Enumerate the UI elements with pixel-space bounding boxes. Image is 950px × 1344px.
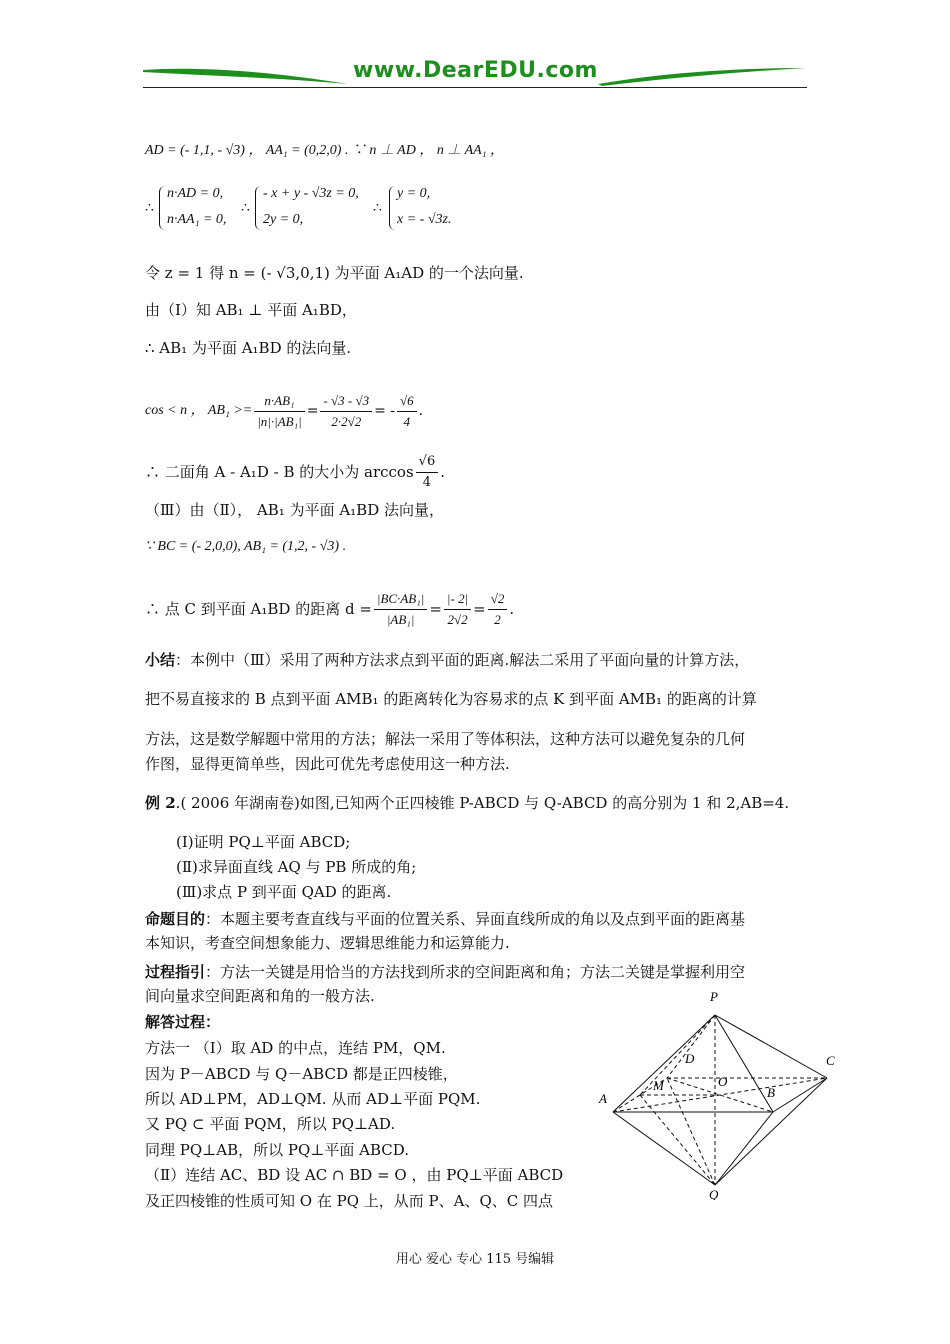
frac-denominator: 2·2√2 xyxy=(331,413,362,429)
summary-line-4: 作图，显得更简单些，因此可优先考虑使用这一种方法. xyxy=(145,755,510,773)
purpose-text: ：本题主要考查直线与平面的位置关系、异面直线所成的角以及点到平面的距离基 xyxy=(205,910,746,928)
normal-vector-line: 令 z = 1 得 n = (- √3,0,1) 为平面 A₁AD 的一个法向量. xyxy=(145,264,524,282)
period: . xyxy=(509,600,515,618)
cosine-line xyxy=(145,386,423,436)
brace-1 xyxy=(159,186,166,230)
equals-sign: = - xyxy=(374,403,396,419)
sys-b2: 2y = 0, xyxy=(263,212,304,227)
period: . xyxy=(440,463,445,481)
part3-line: （Ⅲ）由（Ⅱ）， AB₁ 为平面 A₁BD 法向量， xyxy=(145,501,444,519)
period: . xyxy=(418,403,424,419)
summary-label: 小结 xyxy=(145,651,176,669)
purpose-label: 命题目的 xyxy=(145,910,206,928)
bc-vector-line: ∵ BC = (- 2,0,0), AB₁ = (1,2, - √3) . xyxy=(145,539,347,554)
solution-line-5: 同理 PQ⊥AB，所以 PQ⊥平面 ABCD. xyxy=(145,1141,410,1159)
solution-line-4: 又 PQ ⊂ 平面 PQM，所以 PQ⊥AD. xyxy=(145,1115,396,1133)
sys-b1: - x + y - √3z = 0, xyxy=(263,186,359,201)
summary-line-2: 把不易直接求的 B 点到平面 AMB₁ 的距离转化为容易求的点 K 到平面 AMB₁ 的距离的计算 xyxy=(145,690,757,708)
header-swoosh-left xyxy=(143,64,353,88)
distance-frac-1 xyxy=(374,589,427,630)
distance-prefix: ∴ 点 C 到平面 A₁BD 的距离 d = xyxy=(145,600,372,618)
sys-a1: n·AD = 0, xyxy=(167,186,224,201)
frac-numerator: n·AB₁ xyxy=(254,391,304,412)
label-c: C xyxy=(826,1053,835,1068)
dihedral-line xyxy=(145,452,445,492)
normal-vector-conclusion: ∴ AB₁ 为平面 A₁BD 的法向量. xyxy=(145,339,352,357)
equals-sign: = xyxy=(473,600,486,618)
frac-numerator: √6 xyxy=(397,391,417,412)
distance-line xyxy=(145,582,514,636)
frac-denominator: 2√2 xyxy=(447,611,468,627)
guide-text: ：方法一关键是用恰当的方法找到所求的空间距离和角；方法二关键是掌握利用空 xyxy=(205,963,746,981)
page-footer: 用心 爱心 专心 115 号编辑 xyxy=(395,1252,555,1267)
equation-system xyxy=(145,186,475,232)
frac-numerator: √6 xyxy=(416,452,439,473)
brace-2 xyxy=(255,186,262,230)
guide-label: 过程指引 xyxy=(145,963,206,981)
sys-c2: x = - √3z. xyxy=(397,212,452,227)
label-m: M xyxy=(653,1078,664,1093)
question-3: (Ⅲ)求点 P 到平面 QAD 的距离. xyxy=(176,883,392,901)
equals-sign: = xyxy=(306,403,319,419)
page-header xyxy=(143,58,807,92)
cosine-frac-2 xyxy=(320,391,372,432)
label-q: Q xyxy=(709,1187,719,1200)
solution-line-7: 及正四棱锥的性质可知 O 在 PQ 上，从而 P、A、Q、C 四点 xyxy=(145,1192,553,1210)
sys-c1: y = 0, xyxy=(397,186,431,201)
sys-a2: n·AA₁ = 0, xyxy=(167,212,227,227)
vector-line: AD = (- 1,1, - √3) ， AA₁ = (0,2,0) . ∵ n ⊥ AD ， n ⊥ AA₁ ， xyxy=(145,143,505,158)
example-line xyxy=(145,793,789,813)
therefore-symbol: ∴ xyxy=(145,200,154,216)
therefore-symbol-2: ∴ xyxy=(241,200,250,216)
distance-frac-3 xyxy=(488,589,508,630)
cosine-frac-3 xyxy=(397,391,417,432)
solution-line-2: 因为 P－ABCD 与 Q－ABCD 都是正四棱锥， xyxy=(145,1065,458,1083)
purpose-line-2: 本知识，考查空间想象能力、逻辑思维能力和运算能力. xyxy=(145,934,510,952)
question-1: (Ⅰ)证明 PQ⊥平面 ABCD; xyxy=(176,833,351,851)
label-a: A xyxy=(599,1091,607,1106)
guide-line-2: 间向量求空间距离和角的一般方法. xyxy=(145,987,375,1005)
question-2: (Ⅱ)求异面直线 AQ 与 PB 所成的角; xyxy=(176,858,417,876)
label-o: O xyxy=(718,1074,728,1089)
brand-logo: www.DearEDU.com xyxy=(353,58,598,83)
frac-numerator: |BC·AB₁| xyxy=(374,589,427,610)
frac-denominator: |AB₁| xyxy=(386,611,415,627)
header-swoosh-right xyxy=(598,64,808,88)
frac-denominator: |n|·|AB₁| xyxy=(257,413,302,429)
pyramid-figure xyxy=(595,985,845,1200)
header-rule xyxy=(143,87,807,88)
frac-numerator: |- 2| xyxy=(444,589,471,610)
distance-frac-2 xyxy=(444,589,471,630)
frac-denominator: 2 xyxy=(494,611,501,627)
label-b: B xyxy=(767,1085,775,1100)
frac-numerator: √2 xyxy=(488,589,508,610)
solution-line-6: （Ⅱ）连结 AC、BD 设 AC ∩ BD = O ，由 PQ⊥平面 ABCD xyxy=(145,1166,564,1184)
summary-text: ：本例中（Ⅲ）采用了两种方法求点到平面的距离.解法二采用了平面向量的计算方法， xyxy=(175,651,750,669)
label-p: P xyxy=(710,989,718,1004)
summary-line-1 xyxy=(145,650,749,670)
frac-numerator: - √3 - √3 xyxy=(320,391,372,412)
label-d: D xyxy=(685,1051,695,1066)
solution-label: 解答过程： xyxy=(145,1013,221,1031)
summary-line-3: 方法，这是数学解题中常用的方法；解法一采用了等体积法，这种方法可以避免复杂的几何 xyxy=(145,730,746,748)
frac-denominator: 4 xyxy=(403,413,411,429)
purpose-line-1 xyxy=(145,909,745,929)
example-label: 例 2 xyxy=(145,794,176,812)
example-text: .( 2006 年湖南卷)如图,已知两个正四棱锥 P-ABCD 与 Q-ABCD 的高分别为 1 和 2,AB=4. xyxy=(175,794,790,812)
cosine-prefix: cos < n ， AB₁ >= xyxy=(145,403,253,418)
solution-line-1: 方法一 （Ⅰ）取 AD 的中点，连结 PM，QM. xyxy=(145,1039,446,1057)
perpendicular-line: 由（Ⅰ）知 AB₁ ⊥ 平面 A₁BD， xyxy=(145,301,357,319)
therefore-symbol-3: ∴ xyxy=(373,200,382,216)
dihedral-prefix: ∴ 二面角 A - A₁D - B 的大小为 arccos xyxy=(145,463,414,481)
dihedral-frac xyxy=(416,452,439,493)
equals-sign: = xyxy=(429,600,442,618)
cosine-frac-1 xyxy=(254,391,304,432)
brace-3 xyxy=(389,186,396,230)
frac-denominator: 4 xyxy=(422,474,432,490)
guide-line-1 xyxy=(145,962,745,982)
solution-line-3: 所以 AD⊥PM，AD⊥QM. 从而 AD⊥平面 PQM. xyxy=(145,1090,481,1108)
